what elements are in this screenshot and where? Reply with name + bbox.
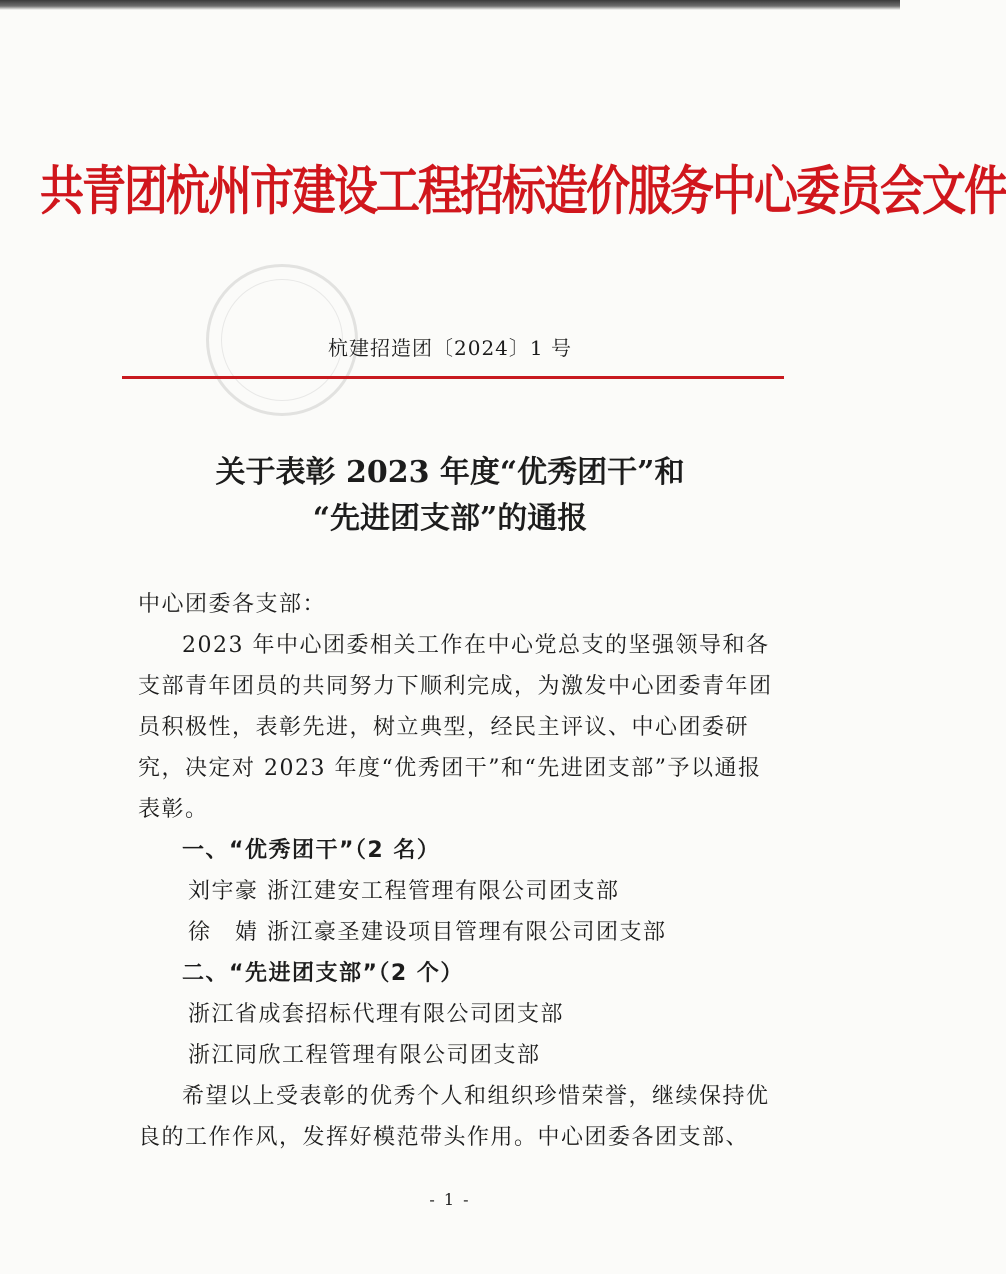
list-item: 浙江省成套招标代理有限公司团支部: [188, 1002, 565, 1027]
document-header-title: 共青团杭州市建设工程招标造价服务中心委员会文件: [40, 161, 1006, 223]
list-item: 浙江同欣工程管理有限公司团支部: [188, 1043, 541, 1068]
document-number: 杭建招造团〔2024〕1 号: [328, 336, 572, 360]
section-2-heading: 二、“先进团支部”（2 个）: [182, 961, 464, 986]
red-divider-line: [122, 376, 784, 379]
scan-edge: [0, 0, 900, 10]
body-paragraph-1: 2023 年中心团委相关工作在中心党总支的坚强领导和各支部青年团员的共同努力下顺利完成，为激发中心团委青年团员积极性，表彰先进，树立典型，经民主评议、中心团委研究，决定对 2023 年度“优秀团干”和“先进团支部”予以通报表彰。: [138, 633, 773, 822]
document-body: [138, 584, 778, 1158]
list-item: 刘宇豪 浙江建安工程管理有限公司团支部: [188, 879, 620, 904]
body-paragraph-2: 希望以上受表彰的优秀个人和组织珍惜荣誉，继续保持优良的工作作风，发挥好模范带头作用。中心团委各团支部、: [138, 1084, 770, 1150]
section-1-heading: 一、“优秀团干”（2 名）: [182, 838, 441, 863]
notice-title-line-1: 关于表彰 2023 年度“优秀团干”和: [215, 455, 685, 490]
salutation: 中心团委各支部：: [138, 592, 327, 617]
list-item: 徐 婧 浙江豪圣建设项目管理有限公司团支部: [188, 920, 667, 945]
notice-title: [0, 450, 900, 542]
notice-title-line-2: “先进团支部”的通报: [312, 501, 588, 536]
page-number: - 1 -: [429, 1190, 471, 1209]
